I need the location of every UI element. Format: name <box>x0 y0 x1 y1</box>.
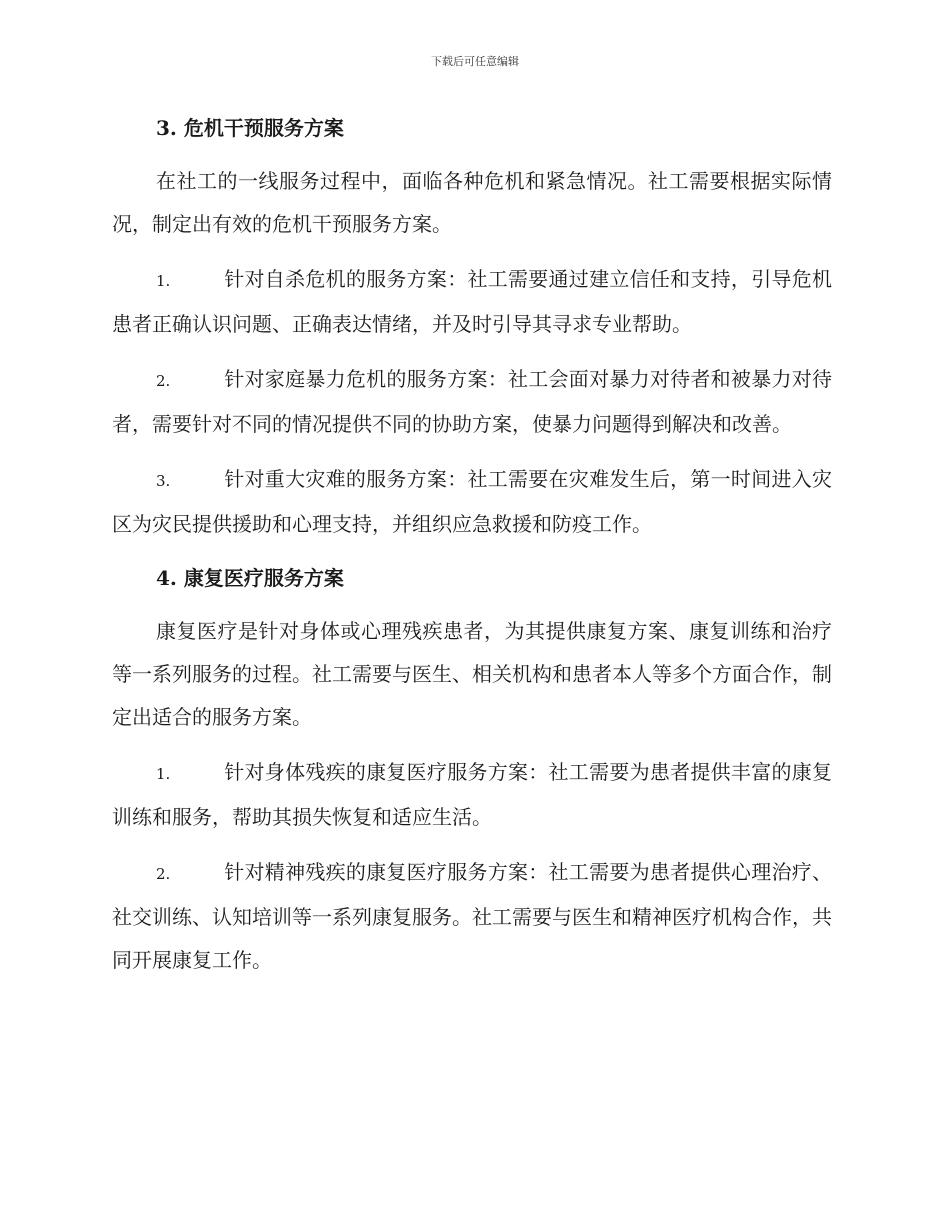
section-heading: 4. 康复医疗服务方案 <box>156 566 344 590</box>
document-body <box>112 108 832 982</box>
page-header-note: 下载后可任意编辑 <box>431 55 519 68</box>
list-item-text: 针对精神残疾的康复医疗服务方案：社工需要为患者提供心理治疗、社交训练、认知培训等一系列康复服务。社工需要与医生和精神医疗机构合作，共同开展康复工作。 <box>112 860 832 972</box>
section-crisis-intervention <box>112 108 832 546</box>
list-item <box>112 751 832 839</box>
list-item-number: 1. <box>156 272 171 290</box>
list-item-text: 针对自杀危机的服务方案：社工需要通过建立信任和支持，引导危机患者正确认识问题、正确表达情绪，并及时引导其寻求专业帮助。 <box>112 267 832 336</box>
list-item <box>112 458 832 546</box>
list-item <box>112 851 832 982</box>
section-heading: 3. 危机干预服务方案 <box>156 116 344 140</box>
list-item-text: 针对身体残疾的康复医疗服务方案：社工需要为患者提供丰富的康复训练和服务，帮助其损失恢复和适应生活。 <box>112 760 832 829</box>
list-item-number: 3. <box>156 472 171 490</box>
list-item <box>112 358 832 446</box>
list-item-number: 2. <box>156 865 171 883</box>
section-rehabilitation <box>112 558 832 982</box>
list-item-number: 2. <box>156 372 171 390</box>
list-item-number: 1. <box>156 765 171 783</box>
section-intro: 在社工的一线服务过程中，面临各种危机和紧急情况。社工需要根据实际情况，制定出有效的危机干预服务方案。 <box>112 169 832 236</box>
list-item <box>112 258 832 346</box>
list-item-text: 针对重大灾难的服务方案：社工需要在灾难发生后，第一时间进入灾区为灾民提供援助和心理支持，并组织应急救援和防疫工作。 <box>112 467 832 536</box>
list-item-text: 针对家庭暴力危机的服务方案：社工会面对暴力对待者和被暴力对待者，需要针对不同的情况提供不同的协助方案，使暴力问题得到解决和改善。 <box>112 367 832 436</box>
section-intro: 康复医疗是针对身体或心理残疾患者，为其提供康复方案、康复训练和治疗等一系列服务的过程。社工需要与医生、相关机构和患者本人等多个方面合作，制定出适合的服务方案。 <box>112 619 832 729</box>
